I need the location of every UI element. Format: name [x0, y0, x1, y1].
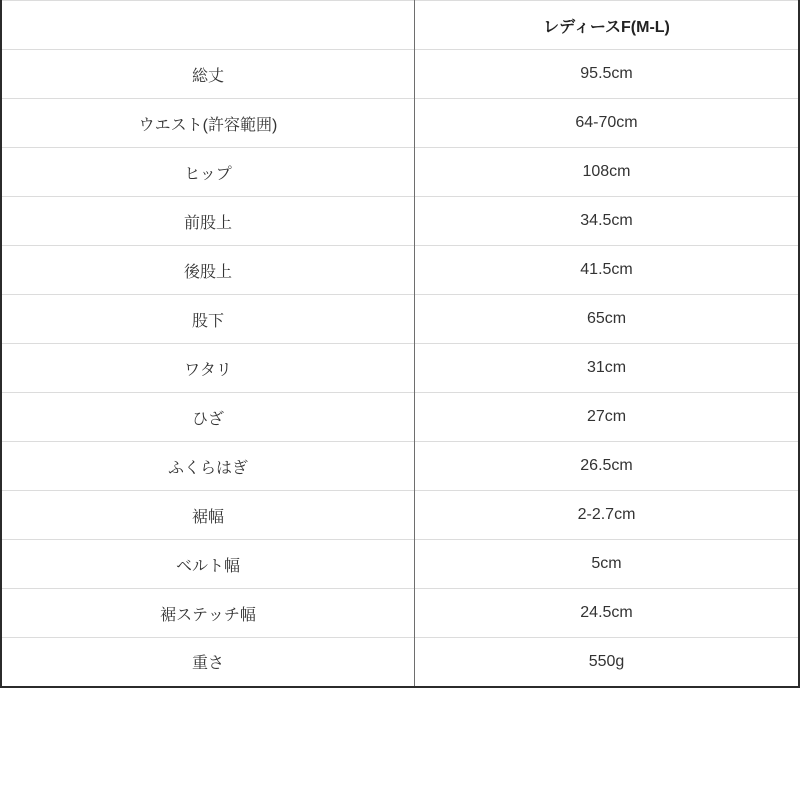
measurement-label: ベルト幅	[1, 540, 415, 589]
measurement-label: 股下	[1, 295, 415, 344]
table-row	[1, 540, 799, 589]
measurement-value: 27cm	[415, 393, 800, 442]
table-row	[1, 246, 799, 295]
measurement-value: 108cm	[415, 148, 800, 197]
header-corner-cell	[1, 1, 415, 50]
table-row	[1, 393, 799, 442]
measurement-label: ひざ	[1, 393, 415, 442]
measurement-value: 31cm	[415, 344, 800, 393]
measurement-label: 総丈	[1, 50, 415, 99]
measurement-value: 34.5cm	[415, 197, 800, 246]
table-row	[1, 344, 799, 393]
measurement-value: 41.5cm	[415, 246, 800, 295]
measurement-label: ヒップ	[1, 148, 415, 197]
measurement-label: 裾ステッチ幅	[1, 589, 415, 638]
measurement-label: 後股上	[1, 246, 415, 295]
table-row	[1, 50, 799, 99]
measurement-value: 550g	[415, 638, 800, 687]
measurement-value: 2-2.7cm	[415, 491, 800, 540]
measurement-value: 95.5cm	[415, 50, 800, 99]
table-header-row	[1, 1, 799, 50]
table-row	[1, 148, 799, 197]
measurement-label: ふくらはぎ	[1, 442, 415, 491]
measurement-value: 5cm	[415, 540, 800, 589]
measurement-label: 前股上	[1, 197, 415, 246]
table-row	[1, 197, 799, 246]
measurement-label: 重さ	[1, 638, 415, 687]
measurement-value: 64-70cm	[415, 99, 800, 148]
table-row	[1, 638, 799, 687]
measurement-label: 裾幅	[1, 491, 415, 540]
table-row	[1, 99, 799, 148]
measurement-value: 65cm	[415, 295, 800, 344]
measurement-value: 24.5cm	[415, 589, 800, 638]
measurement-label: ウエスト(許容範囲)	[1, 99, 415, 148]
header-size-column-label: レディースF(M-L)	[415, 1, 800, 50]
table-row	[1, 491, 799, 540]
table-row	[1, 442, 799, 491]
measurement-value: 26.5cm	[415, 442, 800, 491]
measurement-label: ワタリ	[1, 344, 415, 393]
table-row	[1, 589, 799, 638]
table-row	[1, 295, 799, 344]
